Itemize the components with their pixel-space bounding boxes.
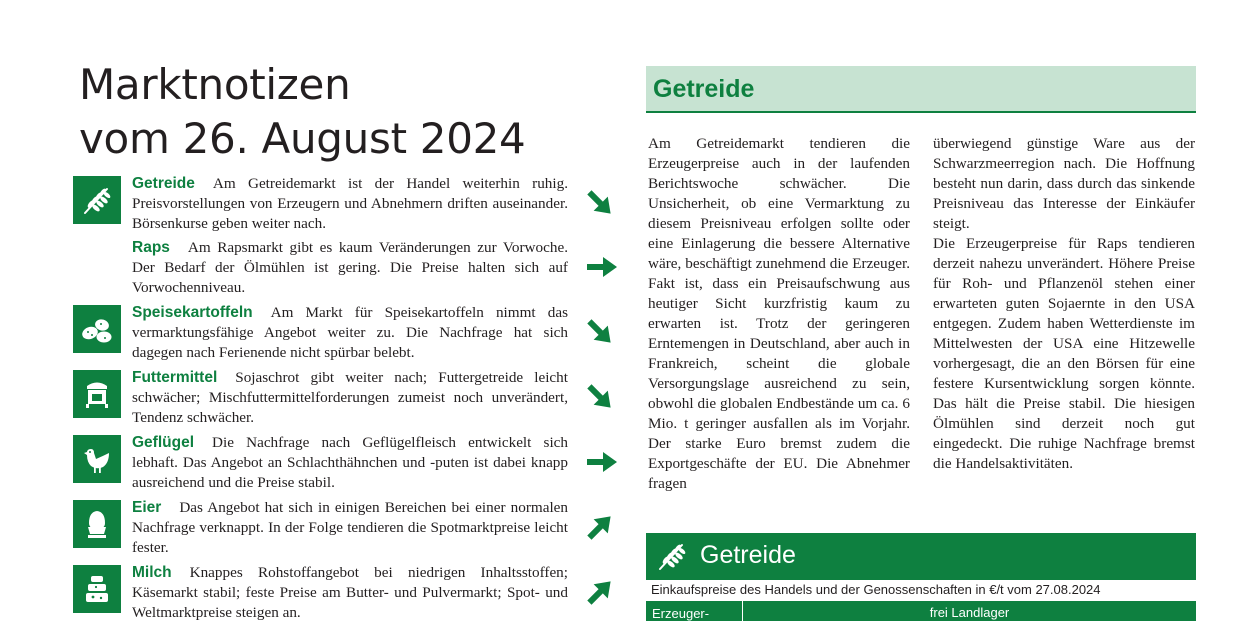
price-table-column-headers [646,600,1196,621]
page-title [79,58,525,166]
notice-body: Das Angebot hat sich in einigen Bereichen bei einer normalen Nachfrage verknappt. In der Folge tendieren die Spotmarktpreise leicht fester. [132,499,568,556]
trend-flat-arrow-icon [585,445,619,479]
notice-gefluegel [73,433,633,495]
section-heading: Getreide [653,75,755,103]
notice-text [132,433,568,493]
notice-text [132,563,568,623]
notice-text [132,303,568,363]
notice-body: Die Nachfrage nach Geflügelfleisch entwickelt sich lebhaft. Das Angebot an Schlachthähnchen und -puten ist dabei knapp ausreichend und die Preise stabil. [132,434,568,491]
notice-futtermittel [73,368,633,430]
feed-icon [73,370,121,418]
notice-heading: Futtermittel [132,369,218,386]
price-table-caption: Einkaufspreise des Handels und der Genossenschaften in €/t vom 27.08.2024 [651,582,1101,597]
notice-heading: Eier [132,499,162,516]
price-table-title: Getreide [700,541,796,569]
notice-body: Am Markt für Speisekartoffeln nimmt das vermarktungsfähige Angebot weiter zu. Die Nachfrage hat sich dagegen nach Ferienende nicht spürbar belebt. [132,304,568,361]
notice-heading: Speisekartoffeln [132,304,253,321]
notice-heading: Getreide [132,175,195,192]
notice-text [132,368,568,428]
notice-raps [73,238,633,298]
trend-down-arrow-icon [583,315,617,349]
notice-speisekartoffeln [73,303,633,365]
notice-body: Knappes Rohstoffangebot bei niedrigen Inhaltsstoffen; Käsemarkt stabil; feste Preise am Butter- und Pulvermarkt; Spot- und Weltmarktpreise steigen an. [132,564,568,621]
chicken-icon [73,435,121,483]
notice-heading: Raps [132,239,170,256]
article-paragraph: überwiegend günstige Ware aus der Schwarzmeerregion nach. Die Hoffnung besteht nun darin, dass durch das sinkende Preisniveau das Interesse der Einkäufer steigt. [933,135,1195,232]
wheat-icon [654,538,690,574]
trend-up-arrow-icon [583,575,617,609]
wheat-icon [73,176,121,224]
column-header-frei-landlager: frei Landlager [929,605,1010,620]
price-table-header [646,533,1196,580]
article-paragraph: Am Getreidemarkt tendieren die Erzeugerpreise auch in der laufenden Berichtswoche schwächer. Die Unsicherheit, ob eine Vermarktung zu diesem Preisniveau erfolgen sollte oder eine Einlagerung die bessere Alternative wäre, beschäftigt zunehmend die Erzeuger. Fakt ist, dass ein Preisaufschwung aus heutiger Sicht kurzfristig kaum zu erwarten ist. Trotz der geringeren Erntemengen in Deutschland, aber auch in Frankreich, scheint die globale Versorgungslage ausreichend zu sein, obwohl die globalen Endbestände um ca. 6 Mio. t geringer ausfallen als im Vorjahr. Der starke Euro bremst zudem die Exportgeschäfte der EU. Die Abnehmer fragen [648,135,910,492]
trend-up-arrow-icon [583,510,617,544]
potatoes-icon [73,305,121,353]
notice-body: Sojaschrot gibt weiter nach; Futtergetreide leicht schwächer; Mischfuttermittelforderungen zumeist noch unverändert, Tendenz schwächer. [132,369,568,426]
notice-body: Am Getreidemarkt ist der Handel weiterhin ruhig. Preisvorstellungen von Erzeugern und Abnehmern driften auseinander. Börsenkurse geben weiter nach. [132,175,568,232]
notice-text [132,238,568,298]
article-column-2 [933,134,1195,474]
cheese-icon [73,565,121,613]
notice-body: Am Rapsmarkt gibt es kaum Veränderungen zur Vorwoche. Der Bedarf der Ölmühlen ist gering. Die Preise halten sich auf Vorwochenniveau. [132,239,568,296]
notice-milch [73,563,633,621]
section-heading-bar [646,66,1196,113]
page-title-line-2: vom 26. August 2024 [79,114,526,163]
page-title-line-1: Marktnotizen [79,60,351,109]
notice-heading: Milch [132,564,172,581]
notice-eier [73,498,633,560]
notice-text [132,174,568,234]
trend-down-arrow-icon [583,186,617,220]
notice-heading: Geflügel [132,434,195,451]
trend-flat-arrow-icon [585,250,619,284]
article-paragraph: Die Erzeugerpreise für Raps tendieren derzeit nahezu unverändert. Höhere Preise für Roh- und Pflanzenöl stehen einer erwarteten guten Sojaernte in den USA entgegen. Zudem haben Wetterdienste im Mittelwesten der USA eine Hitzewelle vorhergesagt, die an den Börsen für eine festere Kursentwicklung sorgen könnte. Das hält die Preise stabil. Die hiesigen Ölmühlen sind derzeit noch gut eingedeckt. Die ruhige Nachfrage bremst die Handelsaktivitäten. [933,235,1195,472]
notice-getreide [73,174,633,240]
egg-icon [73,500,121,548]
column-header-erzeuger: Erzeuger- [652,606,710,621]
trend-down-arrow-icon [583,380,617,414]
article-column-1 [648,134,910,494]
notice-text [132,498,568,558]
